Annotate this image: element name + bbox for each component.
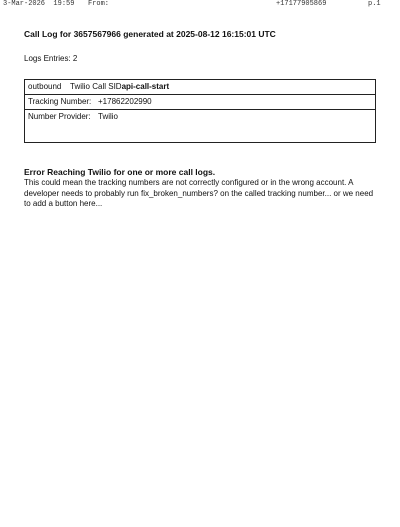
fax-page-number: p.1	[368, 0, 381, 8]
fax-number: +17177905869	[276, 0, 327, 8]
number-provider-value: Twilio	[98, 112, 119, 121]
sid-label: Twilio Call SID	[70, 82, 122, 91]
call-log-entry	[24, 79, 376, 143]
log-row-sid	[25, 80, 375, 95]
tracking-number-label: Tracking Number:	[28, 97, 92, 106]
tracking-number-value: +17862202990	[98, 97, 152, 106]
log-row-provider	[25, 110, 375, 142]
logs-entries-count: Logs Entries: 2	[24, 54, 78, 63]
error-section	[24, 167, 376, 210]
fax-header	[0, 0, 400, 10]
sid-value: api-call-start	[121, 82, 170, 91]
fax-from-label: From:	[88, 0, 110, 8]
sid-cell	[70, 82, 169, 91]
call-log-report	[24, 28, 376, 210]
log-row-tracking	[25, 95, 375, 110]
error-message: This could mean the tracking numbers are not correctly configured or in the wrong account. A developer needs to probably run fix_broken_numbers? on the called tracking number... or we need to add a button here...	[24, 178, 374, 208]
report-title: Call Log for 3657567966 generated at 2025-08-12 16:15:01 UTC	[24, 29, 276, 39]
number-provider-label: Number Provider:	[28, 112, 91, 121]
call-direction: outbound	[28, 82, 62, 91]
error-title: Error Reaching Twilio for one or more call logs.	[24, 167, 216, 177]
fax-date: 3-Mar-2026 19:59	[3, 0, 75, 8]
